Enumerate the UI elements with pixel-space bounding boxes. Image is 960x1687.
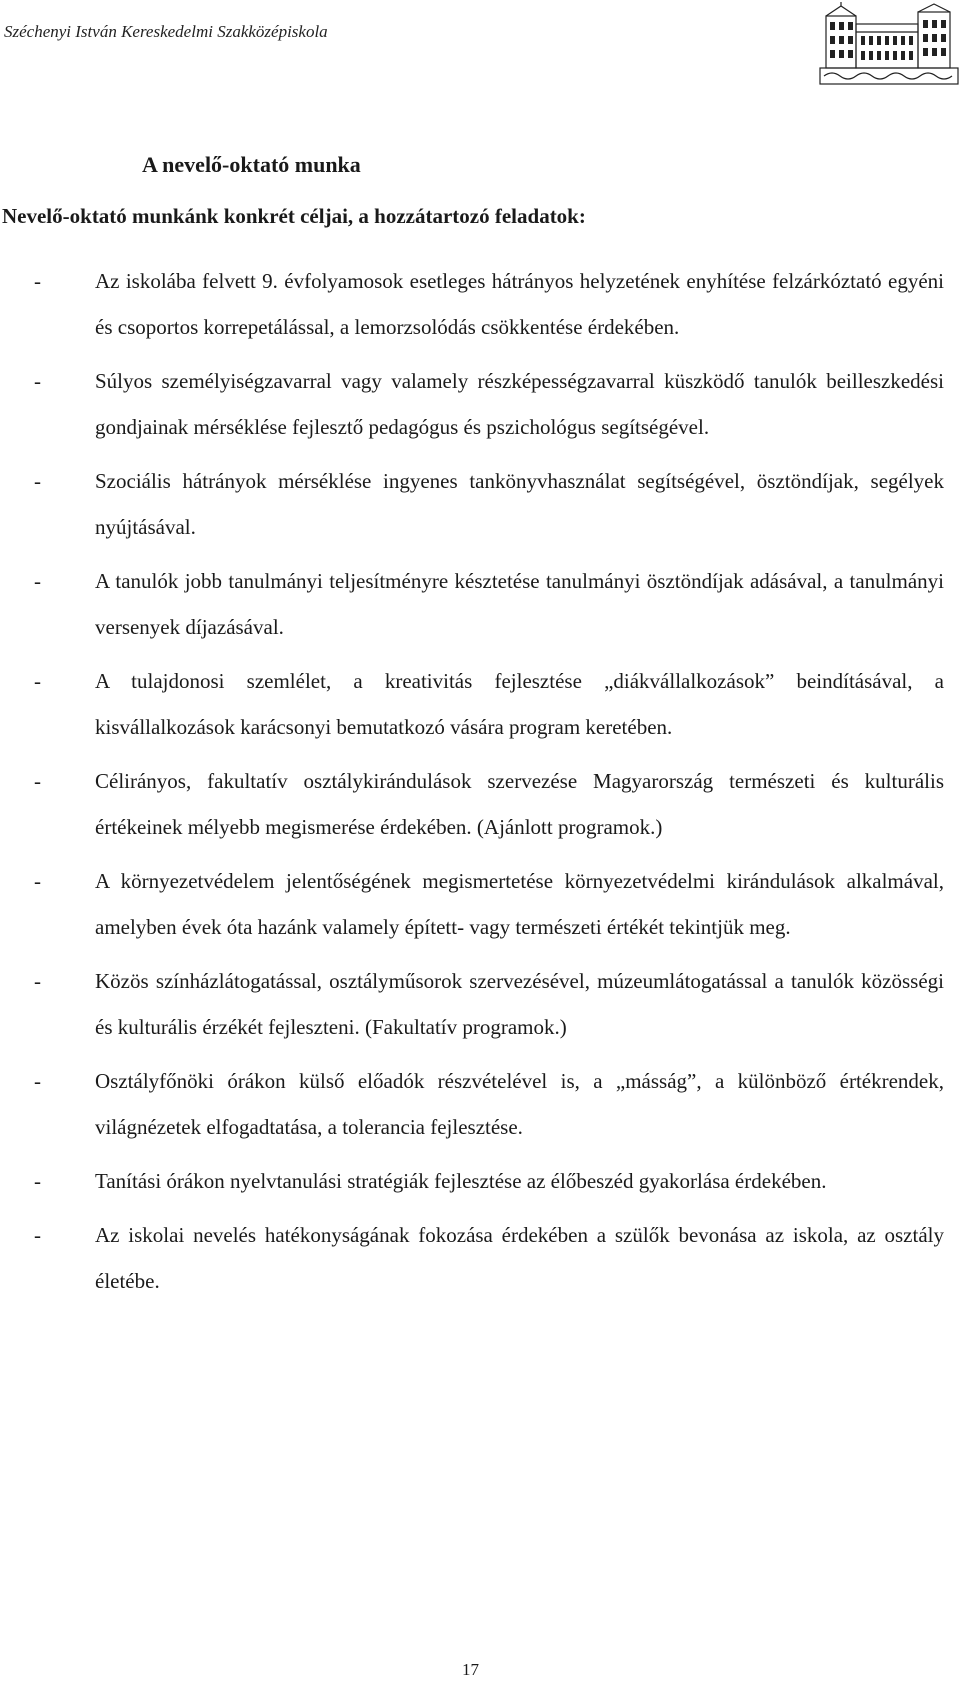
list-item xyxy=(0,358,944,450)
section-subheading: Nevelő-oktató munkánk konkrét céljai, a hozzátartozó feladatok: xyxy=(2,204,586,228)
list-item-text: Súlyos személyiségzavarral vagy valamely részképességzavarral küszködő tanulók beilleszkedési gondjainak mérséklése fejlesztő pedagógus és pszichológus segítségével. xyxy=(95,369,944,439)
list-bullet: - xyxy=(34,669,41,693)
goals-list xyxy=(0,258,944,1312)
list-bullet: - xyxy=(34,469,41,493)
list-bullet: - xyxy=(34,1223,41,1247)
list-item-text: Célirányos, fakultatív osztálykirándulások szervezése Magyarország természeti és kulturális értékeinek mélyebb megismerése érdekében. (Ajánlott programok.) xyxy=(95,769,944,839)
list-item xyxy=(0,758,944,850)
school-building-logo-icon xyxy=(818,2,960,86)
list-item xyxy=(0,958,944,1050)
list-item xyxy=(0,1158,944,1204)
list-item xyxy=(0,1058,944,1150)
list-item-text: Az iskolai nevelés hatékonyságának fokozása érdekében a szülők bevonása az iskola, az osztály életébe. xyxy=(95,1223,944,1293)
list-item-text: Szociális hátrányok mérséklése ingyenes tankönyvhasználat segítségével, ösztöndíjak, segélyek nyújtásával. xyxy=(95,469,944,539)
list-bullet: - xyxy=(34,369,41,393)
list-item xyxy=(0,1212,944,1304)
list-bullet: - xyxy=(34,769,41,793)
list-item xyxy=(0,858,944,950)
list-bullet: - xyxy=(34,569,41,593)
list-bullet: - xyxy=(34,269,41,293)
list-item xyxy=(0,658,944,750)
list-item-text: A tanulók jobb tanulmányi teljesítményre késztetése tanulmányi ösztöndíjak adásával, a tanulmányi versenyek díjazásával. xyxy=(95,569,944,639)
list-bullet: - xyxy=(34,969,41,993)
list-bullet: - xyxy=(34,869,41,893)
page-header xyxy=(0,0,960,90)
list-item-text: A tulajdonosi szemlélet, a kreativitás fejlesztése „diákvállalkozások” beindításával, a kisvállalkozások karácsonyi bemutatkozó vására program keretében. xyxy=(95,669,944,739)
list-item xyxy=(0,258,944,350)
page-number: 17 xyxy=(462,1660,479,1679)
list-item-text: Tanítási órákon nyelvtanulási stratégiák fejlesztése az élőbeszéd gyakorlása érdekében. xyxy=(95,1169,827,1193)
section-heading: A nevelő-oktató munka xyxy=(142,152,361,177)
list-item-text: A környezetvédelem jelentőségének megismertetése környezetvédelmi kirándulások alkalmával, amelyben évek óta hazánk valamely épített- vagy természeti értékét tekintjük meg. xyxy=(95,869,944,939)
list-item-text: Közös színházlátogatással, osztályműsorok szervezésével, múzeumlátogatással a tanulók közösségi és kulturális érzékét fejleszteni. (Fakultatív programok.) xyxy=(95,969,944,1039)
list-bullet: - xyxy=(34,1069,41,1093)
list-bullet: - xyxy=(34,1169,41,1193)
header-school-name: Széchenyi István Kereskedelmi Szakközépiskola xyxy=(4,22,328,41)
list-item xyxy=(0,558,944,650)
list-item-text: Osztályfőnöki órákon külső előadók részvételével is, a „másság”, a különböző értékrendek, világnézetek elfogadtatása, a tolerancia fejlesztése. xyxy=(95,1069,944,1139)
list-item xyxy=(0,458,944,550)
list-item-text: Az iskolába felvett 9. évfolyamosok esetleges hátrányos helyzetének enyhítése felzárkóztató egyéni és csoportos korrepetálással, a lemorzsolódás csökkentése érdekében. xyxy=(95,269,944,339)
